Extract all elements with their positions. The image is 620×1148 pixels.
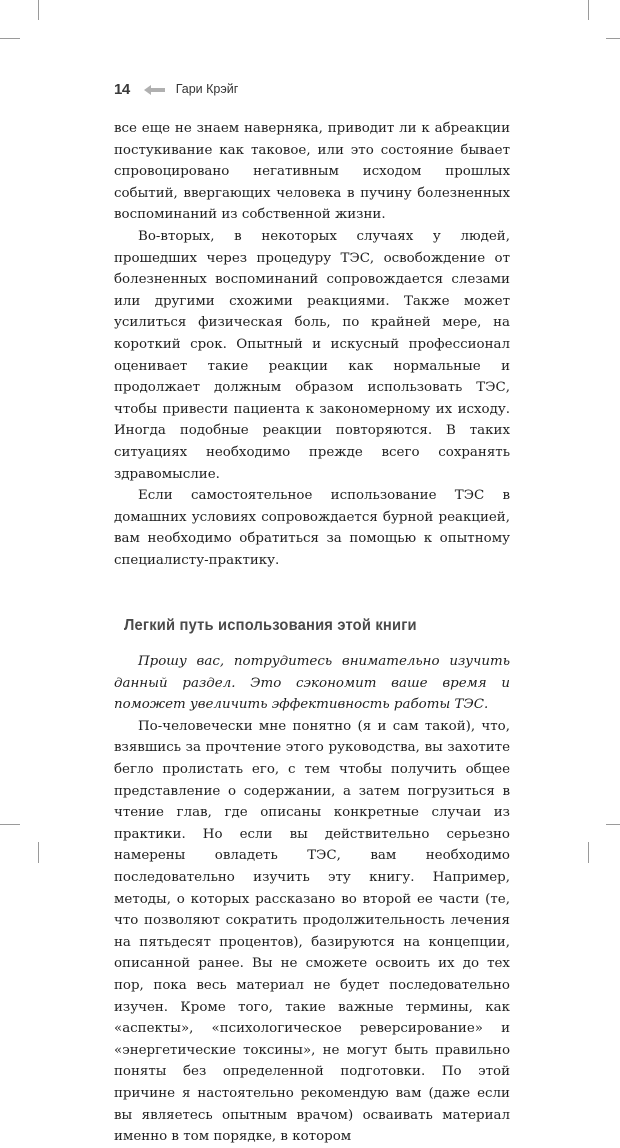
paragraph: Если самостоятельное использование ТЭС в домашних условиях сопровождается бурной реакцией, вам необходимо обратиться за помощью к опытному специалисту-практику. <box>114 488 510 568</box>
crop-mark-top-right-h <box>606 38 620 39</box>
crop-mark-bottom-left-h <box>0 824 20 825</box>
crop-mark-bottom-left <box>38 842 39 863</box>
page-number: 14 <box>114 80 130 98</box>
running-head <box>114 80 238 98</box>
crop-mark-bottom-right-h <box>606 824 620 825</box>
section-heading: Легкий путь использования этой книги <box>124 617 417 635</box>
paragraph: Во-вторых, в некоторых случаях у людей, прошедших через процедуру ТЭС, освобождение от болезненных воспоминаний сопровождается слезами или другими схожими реакциями. Также может усилиться физическая боль, по крайней мере, на короткий срок. Опытный и искусный профессионал оценивает такие реакции как нормальные и продолжает должным образом использовать ТЭС, чтобы привести пациента к закономерному их исходу. Иногда подобные реакции повторяются. В таких ситуациях необходимо прежде всего сохранять здравомыслие. <box>114 228 510 482</box>
left-arrow-icon <box>144 83 166 95</box>
crop-mark-top-left-h <box>0 38 20 39</box>
author-name: Гари Крэйг <box>175 82 239 96</box>
paragraph: По-человечески мне понятно (я и сам такой), что, взявшись за прочтение этого руководства, вы захотите бегло пролистать его, с тем чтобы получить общее представление о содержании, а затем погрузиться в чтение глав, где описаны конкретные случаи из практики. Но если вы действительно серьезно намерены овладеть ТЭС, вам необходимо последовательно изучить эту книгу. Например, методы, о которых рассказано во второй ее части (те, что позволяют сократить продолжительность лечения на пятьдесят процентов), базируются на концепции, описанной ранее. Вы не сможете освоить их до тех пор, пока весь материал не будет последовательно изучен. Кроме того, такие важные термины, как «аспекты», «психологическое реверсирование» и «энергетические токсины», не могут быть правильно поняты без определенной подготовки. По этой причине я настоятельно рекомендую вам (даже если вы являетесь опытным врачом) осваивать материал именно в том порядке, в котором <box>114 718 510 1145</box>
page-body <box>114 118 510 1148</box>
italic-paragraph: Прошу вас, потрудитесь внимательно изучить данный раздел. Это сэкономит ваше время и поможет увеличить эффективность работы ТЭС. <box>114 654 510 713</box>
paragraph-continued: все еще не знаем наверняка, приводит ли к абреакции постукивание как таковое, или это состояние бывает спровоцировано негативным исходом прошлых событий, ввергающих человека в пучину болезненных воспоминаний из собственной жизни. <box>114 121 510 223</box>
crop-mark-bottom-right <box>588 842 589 863</box>
crop-mark-top-right <box>588 0 589 20</box>
crop-mark-top-left <box>38 0 39 20</box>
